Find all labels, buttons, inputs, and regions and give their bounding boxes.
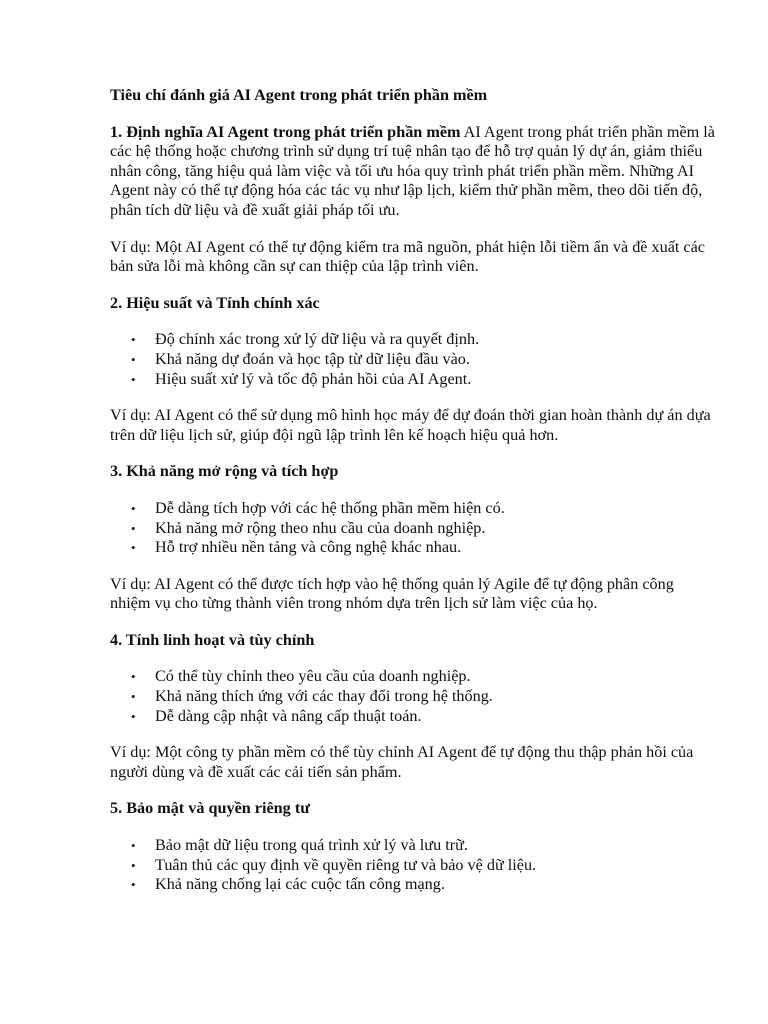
list-item (110, 875, 716, 895)
list-item (110, 519, 716, 539)
list-item (110, 370, 716, 390)
section-4-example: Ví dụ: Một công ty phần mềm có thể tùy chỉnh AI Agent để tự động thu thập phản hồi của người dùng và đề xuất các cải tiến sản phẩm. (110, 743, 694, 781)
list-item-text: Dễ dàng tích hợp với các hệ thống phần mềm hiện có. (155, 498, 505, 517)
bullet-icon: • (131, 332, 136, 348)
list-item-text: Hỗ trợ nhiều nền tảng và công nghệ khác nhau. (155, 538, 462, 557)
list-item (110, 350, 716, 370)
list-item-text: Khả năng thích ứng với các thay đổi trong hệ thống. (155, 687, 493, 706)
bullet-icon: • (131, 689, 136, 705)
section-1-paragraph (110, 123, 716, 221)
section-3-example: Ví dụ: AI Agent có thể được tích hợp vào hệ thống quản lý Agile để tự động phân công nhiệm vụ cho từng thành viên trong nhóm dựa trên lịch sử làm việc của họ. (110, 574, 674, 613)
bullet-icon: • (131, 371, 136, 387)
section-2-heading: 2. Hiệu suất và Tính chính xác (110, 293, 320, 312)
bullet-icon: • (131, 351, 136, 367)
document-title: Tiêu chí đánh giá AI Agent trong phát triển phần mềm (110, 86, 488, 104)
list-item-text: Tuân thủ các quy định về quyền riêng tư và bảo vệ dữ liệu. (155, 855, 537, 874)
list-item-text: Độ chính xác trong xử lý dữ liệu và ra quyết định. (155, 330, 480, 349)
section-1-heading: 1. Định nghĩa AI Agent trong phát triển phần mềm (110, 122, 461, 141)
list-item (110, 687, 716, 707)
list-item (110, 499, 716, 519)
list-item-text: Khả năng mở rộng theo nhu cầu của doanh nghiệp. (155, 518, 486, 537)
list-item-text: Dễ dàng cập nhật và nâng cấp thuật toán. (155, 706, 422, 725)
section-2-list (110, 330, 716, 389)
section-1-body: AI Agent trong phát triển phần mềm là các hệ thống hoặc chương trình sử dụng trí tuệ nhân tạo để hỗ trợ quản lý dự án, giảm thiểu nhân công, tăng hiệu quả làm việc và tối ưu hóa quy trình phát triển phần mềm. Những AI Agent này có thể tự động hóa các tác vụ như lập lịch, kiểm thử phần mềm, theo dõi tiến độ, phân tích dữ liệu và đề xuất giải pháp tối ưu. (110, 122, 715, 219)
bullet-icon: • (131, 520, 136, 536)
bullet-icon: • (131, 669, 136, 685)
list-item (110, 667, 716, 687)
section-4-list (110, 667, 716, 726)
bullet-icon: • (131, 708, 136, 724)
list-item (110, 330, 716, 350)
list-item (110, 538, 716, 558)
section-3-list (110, 499, 716, 558)
document-page (110, 86, 716, 912)
bullet-icon: • (131, 857, 136, 873)
bullet-icon: • (131, 838, 136, 854)
list-item-text: Có thể tùy chỉnh theo yêu cầu của doanh nghiệp. (155, 667, 471, 686)
section-1-example: Ví dụ: Một AI Agent có thể tự động kiểm tra mã nguồn, phát hiện lỗi tiềm ẩn và đề xuất các bản sửa lỗi mà không cần sự can thiệp của lập trình viên. (110, 237, 705, 276)
section-2-example: Ví dụ: AI Agent có thể sử dụng mô hình học máy để dự đoán thời gian hoàn thành dự án dựa trên dữ liệu lịch sử, giúp đội ngũ lập trình lên kế hoạch hiệu quả hơn. (110, 406, 711, 444)
list-item-text: Khả năng dự đoán và học tập từ dữ liệu đầu vào. (155, 349, 470, 368)
bullet-icon: • (131, 540, 136, 556)
list-item-text: Khả năng chống lại các cuộc tấn công mạng. (155, 875, 445, 894)
bullet-icon: • (131, 500, 136, 516)
list-item (110, 836, 716, 856)
section-5-list (110, 836, 716, 895)
section-5-heading: 5. Bảo mật và quyền riêng tư (110, 799, 310, 818)
bullet-icon: • (131, 877, 136, 893)
list-item (110, 707, 716, 727)
section-3-heading: 3. Khả năng mở rộng và tích hợp (110, 462, 339, 481)
list-item-text: Hiệu suất xử lý và tốc độ phản hồi của AI Agent. (155, 369, 472, 388)
list-item (110, 856, 716, 876)
section-4-heading: 4. Tính linh hoạt và tùy chỉnh (110, 630, 315, 649)
list-item-text: Bảo mật dữ liệu trong quá trình xử lý và lưu trữ. (155, 836, 468, 855)
